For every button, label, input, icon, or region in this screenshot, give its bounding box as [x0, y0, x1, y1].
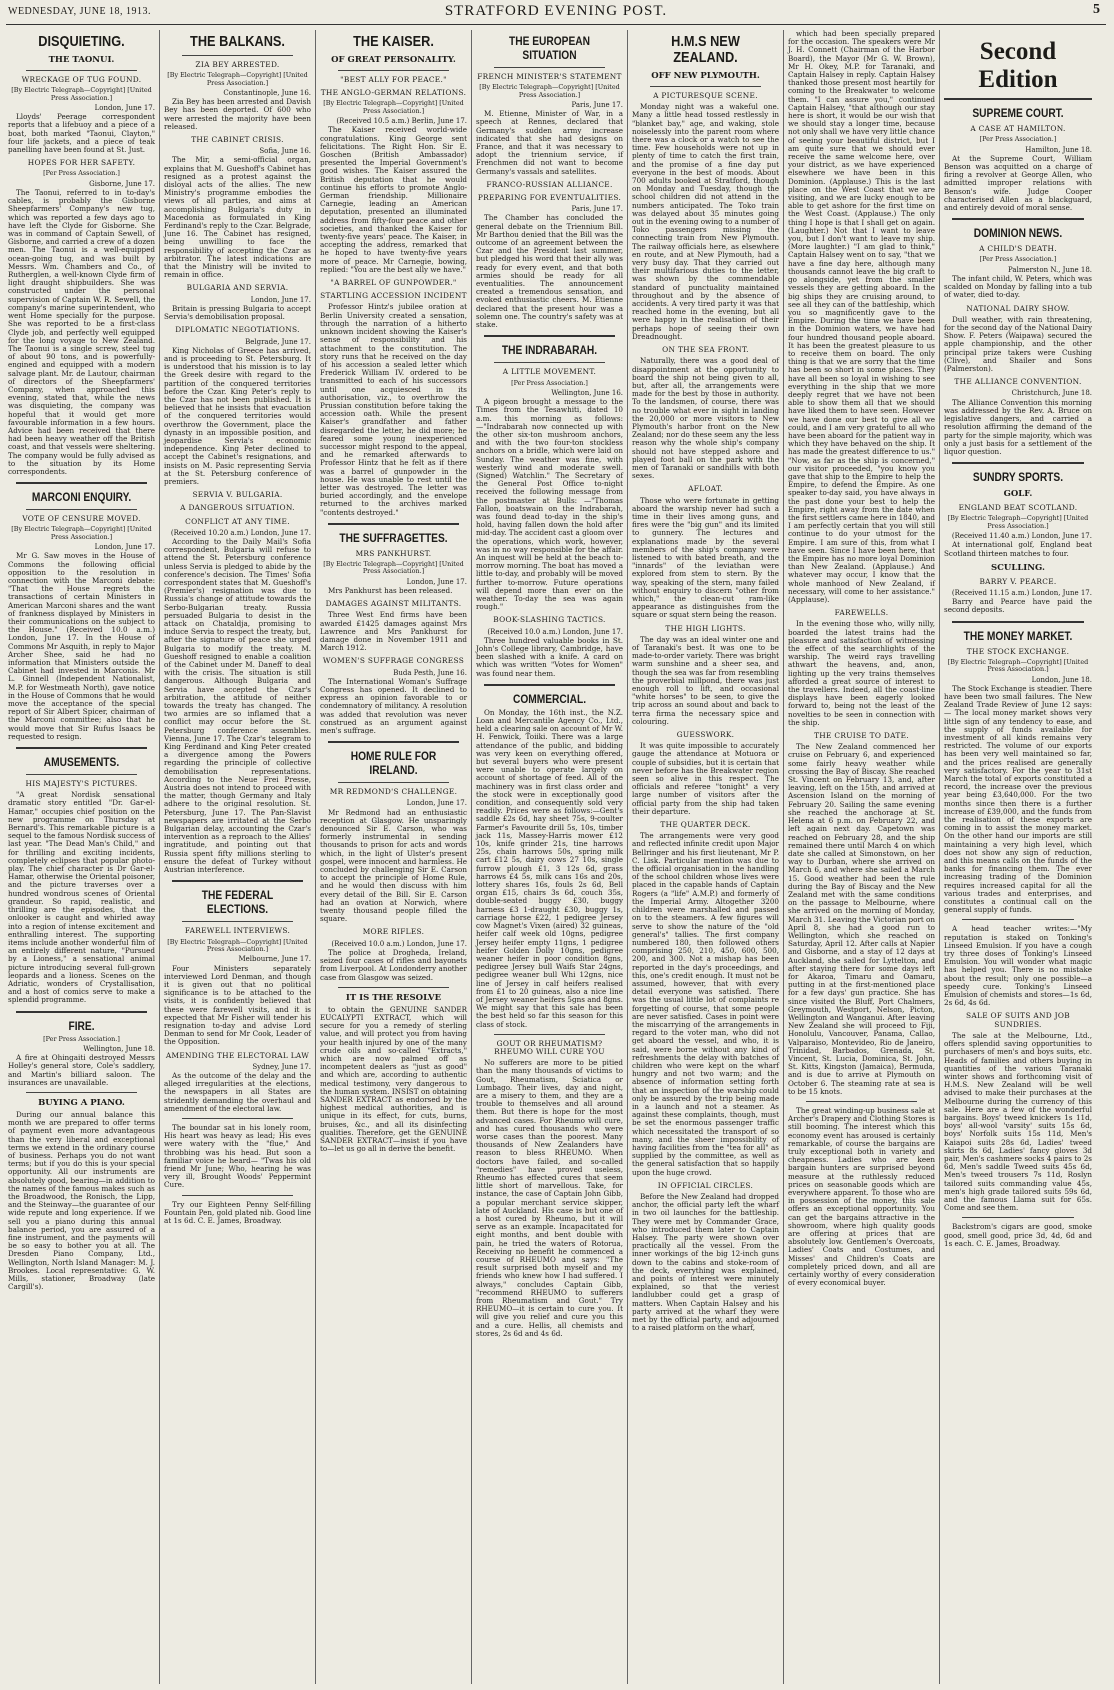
dateline: Constantinople, June 16. — [223, 89, 311, 98]
headline-federal-elections: THE FEDERAL ELECTIONS. — [201, 888, 274, 917]
article-text: The Kaiser received world-wide congratulations. King George sent felicitations. The Right Hon. Sir E. Goschen (British Ambassador) presented the Imperial Government's good wishes. The Kaiser assured the British deputation that he would continue his efforts to promote Anglo-German friendship. Millionaire Carnegie, leading an American deputation, presented an illuminated address from fifty-four peace and other societies, and thanked the Kaiser for twenty-five years' peace. The Kaiser, in accepting the address, remarked that he hoped to have twenty-five years more of peace. Mr Carnegie, bowing, replied: "You are the best ally we have." — [320, 125, 467, 274]
dateline: Melbourne, June 17. — [238, 955, 311, 964]
subhead-guesswork: GUESSWORK. — [676, 730, 735, 740]
article-text: M. Etienne, Minister of War, in a speech at Rennes, declared that Germany's sudden army increase indicated that she had designs on France, and that it was necessary to adopt the triennium service, if Frenchmen did not want to become Germany's vassals and satellites. — [476, 109, 623, 176]
newspaper-title: STRATFORD EVENING POST. — [444, 3, 668, 19]
subhead-bulgaria-servia: BULGARIA AND SERVIA. — [186, 283, 289, 293]
article-text: Three hundred valuable books in St. John's College library, Cambridge, have been slashed with a knife. A card on which was written "Votes for Women" was found near them. — [476, 635, 623, 678]
dateline: London, June 17. — [94, 543, 155, 552]
article-text: Dull weather, with rain threatening, for the second day of the National Dairy Show. F. Peters (Waipawa) secured the apple championship, and the other principal prize takers were Cushing (Clive), and Shailer and Sons (Palmerston). — [944, 314, 1092, 374]
dateline: London, June 17. — [94, 104, 155, 113]
column-5 — [628, 30, 784, 1684]
article-text: Four Ministers separately interviewed Lord Denman, and though it is given out that no political significance is to be attached to the visits, it is confidently believed that these were farewell visits, and it is expected that Mr Fisher will tender his resignation to-day and advise Lord Denman to send for Mr Cook, Leader of the Opposition. — [164, 963, 311, 1047]
edition-banner: Second Edition — [944, 38, 1092, 100]
dateline: (Received 10.20 a.m.) London, June 17. — [170, 528, 311, 537]
subhead-resolve: IT IS THE RESOLVE — [345, 992, 442, 1003]
subhead-high-lights: THE HIGH LIGHTS. — [665, 623, 746, 633]
subhead-french-minister: FRENCH MINISTER'S STATEMENT — [477, 72, 622, 81]
article-text: According to the Daily Mail's Sofia correspondent, Bulgaria will refuse to attend the St. Petersburg conference unless Servia is pledged to abide by the conference's decision. The Times' Sofia correspondent states that M. Gueshoff's (Premier's) resignation was due to Russia's change of attitude towards the Serbo-Bulgarian treaty. Russia persuaded Bulgaria to desist in the attack on Chataldja, promising to induce Servia to respect the treaty, but, after the signature of peace she urged Bulgaria to modify the treaty. M. Gueshoff resigned to enable a coalition of the Cabinet under M. Daneff to deal with the crisis. The situation is still dangerous. Although Bulgaria and Servia have accepted the Czar's arbitration, the attitude of neither towards the treaty has changed. The two armies are so inflamed that a conflict may occur before the St. Petersburg conference assembles. Vienna, June 17. The Czar's telegram to King Ferdinand and King Peter created a divergence among the Powers regarding the principle of collective demobilisation representations. According to the Neue Frei Presse, Austria does not intend to proceed with the matter, though Germany and Italy adhere to the original resolution. St. Petersburg, June 17. The Pan-Slavist newspapers are irritated at the Serbo Bulgarian delay, accounting the Czar's intervention as a reproach to the Allies' ingratitude, and pointing out that Russia spent fifty millions sterling to ensure the defeat of Turkey without Austrian interference. — [164, 536, 311, 875]
article-text: It was quite impossible to accurately gauge the attendance at Motuora or couple of subsidies, but it is certain that never before has the Breakwater region seen so alive in this respect. The officials and referee "tonight" a very large number of visitors after the official party from the ship had taken their departure. — [632, 741, 779, 816]
dateline: (Received 10.0 a.m.) London, June 17. — [331, 939, 467, 948]
source-line: [By Electric Telegraph—Copyright] [United Press Association.] — [947, 514, 1089, 530]
article-text: At the Supreme Court, William Benson was acquitted on a charge of firing a revolver at George Allen, who admitted improper relations with Benson's wife. Judge Cooper characterised Allen as a blackguard, and entirely devoid of moral sense. — [944, 153, 1092, 213]
column-2 — [160, 30, 316, 1684]
columns — [4, 30, 1110, 1684]
subhead-golf: GOLF. — [1003, 489, 1033, 500]
subhead-new-plymouth: OFF NEW PLYMOUTH. — [651, 71, 760, 81]
subhead-gunpowder: "A BARREL OF GUNPOWDER." — [330, 278, 457, 288]
advert-text: Backstrom's cigars are good, smoke good, smell good, price 3d, 4d, 6d and 1s each. C. E. James, Broadway. — [944, 1222, 1092, 1248]
article-text: King Nicholas of Greece has arrived, and is proceeding to St. Petersburg. It is understood that his mission is to lay the Greek desire with regard to the partition of the conquered territories before the Czar. King Peter's reply to the Czar has not been published. It is believed that he insists that evacuation of the conquered territories would overthrow the Government, place the dynasty in an impossible position, and jeopardise Servia's economic independence. King Peter declined to accept the Cabinet's resignations, and insists on M. Pasic representing Servia at the St. Petersburg conference of premiers. — [164, 345, 311, 486]
issue-date: WEDNESDAY, JUNE 18, 1913. — [8, 6, 152, 17]
subhead-rheumo: GOUT OR RHEUMATISM? RHEUMO WILL CURE YOU — [494, 1038, 605, 1056]
column-1 — [4, 30, 160, 1684]
subhead-dangerous: A DANGEROUS SITUATION. — [180, 503, 295, 513]
article-text: Naturally, there was a good deal of disappointment at the opportunity to board the ship not being given to all, but, after all, the arrangements were made for the best by those in authority. To the landsmen, of course, there was no trouble what ever in sight in landing the 20,000 or more visitors to New Plymouth's harbor front on the New Zealand; nor do these seem any the less reason why the whole ship's company should not have stepped ashore and played foot ball on the park with the men of Taranaki or sandhills with both sexes. — [632, 356, 779, 481]
subhead-quarter-deck: THE QUARTER DECK. — [660, 820, 751, 830]
article-text: Before the New Zealand had dropped anchor, the official party left the wharf in two oil launches for the battleship. They were met by Commander Grace, who introduced them later to Captain Halsey. The party were shown over practically all the vessel. From the inner workings of the big 12-inch guns down to the cabins and stoke-room of the deck, everything was explained, and points of interest were minutely explained, so that the veriest landlubber could get a grasp of matters. When Captain Halsey and his party arrived at the wharf they were met by the official party, and adjourned to a raised platform on the wharf, — [632, 1192, 779, 1333]
dateline: Paris, June 17. — [571, 205, 623, 214]
source-line: [By Electric Telegraph—Copyright] [United Press Association.] — [11, 525, 152, 541]
source-line: [Per Press Association.] — [979, 255, 1057, 264]
dateline: London, June 17. — [406, 577, 467, 586]
subhead-taonui: THE TAONUI. — [48, 55, 115, 65]
source-line: [By Electric Telegraph—Copyright] [United Press Association.] — [479, 83, 620, 99]
headline-marconi: MARCONI ENQUIRY. — [31, 490, 132, 505]
dateline: Paris, June 17. — [571, 101, 623, 110]
article-text: The Mir, a semi-official organ, explains that M. Gueshoff's Cabinet has resigned as a protest against the disloyal acts of the allies. The new Ministry's programme embodies the views of all parties, and aims at accomplishing Bulgaria's duty in Macedonia as formulated in King Ferdinand's reply to the Czar. Belgrade, June 16. The Cabinet has resigned, being unwilling to face the responsibility of accepting the Czar as arbitrator. The latest indications are that the Ministry will be invited to remain in office. — [164, 155, 311, 280]
dateline: London, June 17. — [406, 799, 467, 808]
subhead-damages: DAMAGES AGAINST MILITANTS. — [325, 599, 462, 609]
subhead-anglo-german: THE ANGLO-GERMAN RELATIONS. — [320, 88, 467, 98]
subhead-redmond: MR REDMOND'S CHALLENGE. — [329, 787, 458, 797]
dateline: London, June 17. — [250, 295, 311, 304]
article-text: The New Zealand commenced her cruise on February 6, and experienced some fairly heavy weather while crossing the Bay of Biscay. She reached St. Vincent on February 13, and, after leaving, left on the 15th, and arrived at Ascension Island on the morning of February 20. Sailing the same evening she reached the anchorage at St. Helena at 6 p.m. on February 22, and left again next day. Capetown was reached on February 28, and the ship remained there until March 4 on which date she called at Simonstown, on her way to Durban, where she arrived on March 6, and where she sailed a March 15. Good weather had been the rule during the Bay of Biscay and the New Zealand met with the same conditions on the passage to Melbourne, where she arrived on the morning of Monday, March 31. Leaving the Victorian port on April 8, she had a good run to Wellington, which she reached on Saturday, April 12. After calls at Napier and Gisborne, and a stay of 12 days at Auckland, she sailed for Lyttelton, and after staying there for some days left for Akaroa, Timaru and Oamaru, putting in at the first-mentioned place for a few days' gun practice. She has since visited the Bluff, Port Chalmers, Greymouth, Westport, Nelson, Picton, Wellington and Wanganui. After leaving New Zealand she will proceed to Fiji, Honolulu, Vancouver, Panama, Callao, Valparaiso, Montevideo, Rio de Janeiro, Trinidad, Barbados, Grenada, St. Vincent, St. Lucia, Dominica, St. John, St. Kitts, Kingston (Jamaica), Bermuda, and is due to arrive at Plymouth on October 6. The steaming rate at sea is to be 15 knots. — [788, 742, 936, 1096]
subhead-servia-v-bulgaria: SERVIA V. BULGARIA. — [192, 490, 283, 500]
subhead-piano: BUYING A PIANO. — [38, 1097, 125, 1108]
dateline: Palmerston N., June 18. — [1008, 265, 1092, 274]
advert-text: Try our Eighteen Penny Self-filling Fountain Pen, gold plated nib. Good line at 1s 6d. C. E. James, Broadway. — [164, 1199, 311, 1225]
dateline: Christchurch, June 18. — [1011, 389, 1092, 398]
headline-amusements: AMUSEMENTS. — [43, 755, 120, 770]
article-text: Zia Bey has been arrested and Davish Bey has been deported. Of 600 who were arrested the majority have been released. — [164, 97, 311, 131]
column-4 — [472, 30, 628, 1684]
subhead-best-ally: "BEST ALLY FOR PEACE." — [340, 75, 447, 84]
headline-fire: FIRE. — [68, 1018, 95, 1033]
subhead-dairy-show: NATIONAL DAIRY SHOW. — [966, 303, 1070, 313]
source-line: [By Electric Telegraph—Copyright] [United Press Association.] — [323, 99, 464, 115]
dateline: Gisborne, June 17. — [89, 179, 155, 188]
dateline: Buda Pesth, June 16. — [393, 668, 467, 677]
subhead-little-movement: A LITTLE MOVEMENT. — [502, 367, 597, 377]
article-text: which had been specially prepared for the occasion. The speakers were Mr J. H. Connett (Chairman of the Harbor Board), the Mayor (Mr G. W. Brown), Mr H. Okey, M.P. for Taranaki, and Captain Halsey in reply. Captain Halsey thanked those present most heartily for coming to the Breakwater to welcome them. "I can assure you," continued Captain Halsey, "that although our stay here is short, it would be our wish that we should stay a longer time, because not only shall we have very little chance of seeing your beautiful district, but I am quite sure that we should ever receive the same welcome here, over your district, as we have experienced elsewhere we have been in this Dominion. (Applause.) This is the last place on the West Coast that we are visiting, and we are lucky enough to be able to get ashore for the first time on the West Coast. (Applause.) The only thing I hope is that I shall get on again. (Laughter.) Not that I want to leave you, but I don't want to leave my ship. (More laughter.) "I am glad to think," Captain Halsey went on to say, "that we have a fine day here, although many thousands cannot leave the big craft to go alongside, yet from the smaller vessels they are getting aboard. In the big ships they are cruising around, to see all they can of the battleship, which you so magnificently gave to the Empire. During the time we have been in the Dominion waters, we have had four hundred thousand people aboard. It has been the greatest pleasure to us to receive them on board. The only thing is that we are sorry that the time has been so short in some places. They have all been so loyal in wishing to see everything in the ship that we more deeply regret that we have not been able to show them all that we should have liked them to have seen. However we have done our best to give all we could, and I am very grateful to all who have been aboard for the patient way in which they have behaved on the ship. It has made the greatest difference to us." "Now, as far as the ship is concerned," our visitor proceeded, "you know you gave that ship to the Empire to help the Empire, to defend the Empire. As one speaker to-day said, you have always in the past done your best to help the Empire, right away from the date when the first settlers came here in 1840, and I am perfectly certain that you will still continue to do your utmost for the Empire. I am sure of this, from what I have seen. Since I have been here, that the Empire has no more loyal Dominion than New Zealand. (Applause.) And whatever may occur, I know that the whole manhood of New Zealand, if necessary, will come to her assistance." (Applause). — [788, 30, 935, 605]
subhead-sculling: SCULLING. — [991, 562, 1045, 573]
headline-kaiser: THE KAISER. — [353, 33, 434, 50]
subhead-eventualities: PREPARING FOR EVENTUALITIES. — [477, 193, 622, 203]
advert-text: to obtain the GENUINE SANDER EUCALYPTI EXTRACT, which will secure for you a remedy of sterling value, and will protect you from having your health injured by one of the many crude oils and so-called "Extracts," which are now palmed off as incompetent dealers as "just as good" and which are, according to authentic medical testimony, very dangerous to the human system. INSIST on obtaining SANDER EXTRACT as endorsed by the highest medical authorities, and is unique in its effect, for cuts, burns, bruises, &c., and all its disinfecting qualities. Therefore, get the GENUINE SANDER EXTRACT—insist if you have to—let us go all in derive the benefit. — [320, 1004, 467, 1154]
column-7 — [940, 30, 1096, 1684]
subhead-wreckage: WRECKAGE OF TUG FOUND. — [21, 75, 142, 84]
article-text: The arrangements were very good and reflected infinite credit upon Major Bellringer and his first lieutenant, Mr P. C. Lisk. Particular mention was due to the official organisation in the handling of the school children whose lives were placed in the capable hands of Captain Rogers (a "life" A.M.P.) and formerly of the Imperial Army. Altogether 3200 children were marshalled and passed on to the steamers. A few figures will serve to show the nature of the "old general's" tallies. The first company numbered 180, then followed others comprising 250, 210, 450, 600, 500, 200, and 300. Not a mishap has been reported in the day's proceedings, and this, one's credit enough. It must not be assumed, however, that with every detail everyone was satisfied. There was the usual little lot of complaints re forgetting of course, that some people are never satisfied. Cases in point were the miscarrying of the arrangements in regard to the voter man, who did not get aboard the vessel, and who, it is said, were borne without any kind of refreshments the delay with batches of children who were kept on the wharf hungry and not two warm; and the absence of information setting forth that an inspection of the warship could only be assured by the trip being made in a launch and not a steamer. As against these complaints, though, must be set the enormous passenger traffic which necessitated the transport of so many, and the sheer impossibility of having facilities from the "tea for all" as supplied by the committee, as well as the general satisfaction that so happily upon the huge crowd. — [632, 831, 779, 1177]
advert-text: No sufferers are more to be pitied than the many thousands of victims to Gout, Rheumatism, Sciatica or Lumbago. Their lives, day and night, are a misery to them, and they are a trouble to themselves and all around them. But there is hope for the most advanced cases. For Rheumo will cure, and has cured thousands who were worse cases than the poorest. Many thousands of New Zealanders have reason to bless RHEUMO. When doctors have failed, and so-called "remedies" have proved useless, Rheumo has effected cures that seem little short of marvellous. Take, for instance, the case of Captain John Gibb, a popular merchant service skipper, late of Auckland. His case is but one of a host cured by Rheumo, but it will serve as an example. Incapacitated for eight months, and bent double with pain, he tried the waters of Rotorua, Receiving no benefit he commenced a course of RHEUMO and says: "The result surprised both myself and my friends who knew how I had suffered. I always," concludes Captain Gibb, "recommend RHEUMO to sufferers from Rheumatism and Gout." Try RHEUMO—it is certain to cure you. It will give you relief and cure you this and a cure. Hellis, all chemists and stores, 2s 6d and 4s 6d. — [476, 1058, 623, 1338]
article-text: The police at Drogheda, Ireland, seized four cases of rifles and bayonets from Liverpool. At Londonderry another case from Glasgow was seized. — [320, 947, 467, 982]
dateline: London, June 18. — [1031, 675, 1092, 684]
subhead-pankhurst: MRS PANKHURST. — [355, 548, 432, 558]
headline-home-rule: HOME RULE FOR IRELAND. — [350, 749, 437, 778]
article-text: Mrs Pankhurst has been released. — [328, 585, 453, 595]
article-text: Monday night was a wakeful one. Many a little head tossed restlessly in "blanket bay," age, and waking, stole noiselessly into the parent room where there was a clock or a watch to see the time. Few households were not up in plenty of time to catch the first train, and the promise of a fine day put everyone in the best of moods. About 700 adults booked at Stratford, though on Monday and Tuesday, though the school children did not attend in the numbers anticipated. The Toko train was delayed about 35 minutes going out in the evening owing to a number of Toko passengers missing the connecting train from New Plymouth. The railway officials here, as elsewhere en route, and at New Plymouth, had a very busy day. That they carried out their multifarious duties to the letter, was shown by the commendable standard of punctuality maintained throughout and by the absence of accidents. A very tired party it was that reached home in the evening, but all were happy in the realisation of their perhaps hope of seeing their own Dreadnought. — [632, 102, 779, 341]
subhead-censure: VOTE OF CENSURE MOVED. — [22, 514, 141, 524]
article-text: A pigeon brought a message to the Times from the Tesawhiti, dated 10 a.m. this morning as follows:—"Indrabarah now connected up with the other six-ton mushroom anchors, and with the two four-ton stockless anchors on a bridle, which were laid on Sunday. The weather was fine, with westerly wind and moderate swell. (Signed) Watchlin." The Secretary of the General Post Office to-night received the following message from the postmaster at Bulls: —"Thomas Fallon, boatswain on the Indrabarah, was found dead to-day in the ship's hold, having fallen down the hold after mid-day. The accident cast a gloom over the operations, which work, however, was in no way responsible for the affair. An inquest will be held at the beach to-morrow morning. The boat has moved a little to-day, and probably will be moved further to-morrow. Future operations will depend more than ever on the weather. To-day the sea was again rough." — [476, 397, 623, 612]
dateline: Wellington, June 16. — [551, 388, 623, 397]
subhead-farewell-interviews: FAREWELL INTERVIEWS. — [184, 926, 291, 936]
article-text: The day was an ideal winter one and of Taranaki's best. It was one to be made-to-order variety. There was bright warm sunshine and a sheer sea, and though the sea was far from resembling the proverbial millpond, there was just enough roll to lift, and occasional "white horses" to be seen, to give the trip across an sound about and back to terra firma the necessary spice and colouring. — [632, 634, 779, 726]
article-text: The Stock Exchange is steadier. There have been two small failures. The New Zealand Trade Review of June 12 says:— The local money market shows very little sign of any tendency to ease, and the supply of funds available for investment of all kinds remains very restricted. The volume of our exports has been very well maintained so far, and the prices realised are generally very satisfactory. For the year to 31st March the total of exports constituted a record, the increase over the previous year being £3,640,000. For the two months since then there is a further increase of £39,000, and the funds from the realisation of these exports are coming in to assist the money market. On the other hand our imports are still maintaining a very high level, which does not show any sign of reduction, and this means calls on the funds of the banks for financing them. The ever increasing trading of the Dominion requires increased capital for all the various trades and enterprises, and constitutes a continual call on the general supply of funds. — [944, 683, 1092, 915]
dateline: Belgrade, June 17. — [245, 337, 311, 346]
article-text: Those who were fortunate in getting aboard the warship never had such a time in their lives among guns, and fires were the "big gun" and its limited to gunnery. The lectures and explanations made by the several members of the ship's company were listened to with bated breath, and the "innards" of the leviathan were explored from stem to stern. By the way, speaking of the stern, many failed without enquiry to discern "other from which," the clean-cut ram-like appearance as distinguishes from the square or squat stern being the reason. — [632, 495, 779, 620]
subhead-picturesque: A PICTURESQUE SCENE. — [653, 91, 758, 100]
subhead-franco-russian: FRANCO-RUSSIAN ALLIANCE. — [486, 179, 613, 189]
subhead-negotiations: DIPLOMATIC NEGOTIATIONS. — [175, 325, 300, 335]
dateline: (Received 11.15 a.m.) London, June 17. — [951, 588, 1092, 597]
subhead-congress: WOMEN'S SUFFRAGE CONGRESS — [322, 656, 465, 666]
advert-text: The sale at the Melbourne, Ltd., offers splendid saving opportunities to purchasers of men's and boys suits, etc. Heads of families and others buying in quantities of the various Taranaki winter shows and forthcoming visit of H.M.S. New Zealand will be well advised to make their purchases at the Melbourne during the currency of this sale. Here are a few of the wonderful bargains. Boys' tweed knickers 1s 11d, boys' all-wool 'varsity' suits 15s 6d, boys' Norfolk suits 15s 11d, Men's Kaiapoi suits 28s 6d, Ladies' tweed skirts 8s 6d, Ladies' fancy gloves 3d pair, Men's cashmere socks 4 pairs to 2s 6d, Men's saddle Tweed suits 45s 6d, Men's tweed trousers 7s 11d, Roslyn tailored suits commanding value 45s, men's high grade tailored suits 59s 6d, and the famous Llama suit for 65s. Come and see them. — [944, 1030, 1092, 1213]
article-text: On Monday, the 16th inst., the N.Z. Loan and Mercantile Agency Co., Ltd., held a clearing sale on account of Mr W. H. Fenwick, Toiiki. There was a large attendance of the public, and bidding was very keen on everything offered, but several buyers who were present were unable to operate largely on account of shortage of feed. All of the machinery was in first class order and the stock were in exceptionally good condition, and consequently sold very readily. Prices were as follows:—Gent's saddle £2s 6d, hay sheet 75s, 9-coulter Farmer's Favourite drill 5s, 10s, timber jack 11s, Massey-Harris mower £12 10s, knife grinder 21s, tine harrows 25s, chain harrows 50s, spring milk cart £12 5s, dairy cows 27 10s, single furrow plough £1, 3 12s 6d, grass harrows £4 5s, milk cans 16s and 20s, lottery shares 16s, fouls 2s 6d, Bell organ £15, chairs 3s 6d, couch 35s, double-seated buggy £30, buggy harness £3 1-draught £30, buggy 1s, carriage horse £22, 1 pedigree Jersey cow Magnet's Vixen (aired) 32 guineas, heifer calf week old 10gns, pedigree Jersey heifer empty 11gns, 1 pedigree heifer Golden Dolly 10gns, pedigree weaner heifer in poor condition 8gns, pedigree Jersey bull Waifs Star 24gns, pedigree weaner bull Whi 12gns, nice line of Jersey in calf heifers realised from £1 to 20 guineas, also a nice line of Jersey weaner heifers 5gns and 8gns. We might say that this sale has been the best held so far this season for this class of stock. — [476, 707, 623, 1029]
article-text: In the evening those who, willy nilly, boarded the latest trains had the pleasure and satisfaction of witnessing the effect of the searchlights of the warship. The weird rays travelling athwart the heavens, and, anon, lighting up the very trains themselves afforded a great source of interest to the travellers. Indeed, all the coast-line displays have been eagerly looked forward to, being not the least of the novelties to be seen in connection with the ship. — [788, 619, 935, 727]
subhead-sale-suits: SALE OF SUITS AND JOB SUNDRIES. — [966, 1011, 1070, 1029]
headline-dominion-news: DOMINION NEWS. — [973, 226, 1063, 241]
article-text: Barry and Pearce have paid the second deposits. — [944, 597, 1092, 615]
source-line: [By Electric Telegraph—Copyright] [United Press Association.] — [323, 559, 464, 576]
subhead-england-scotland: ENGLAND BEAT SCOTLAND. — [958, 503, 1078, 513]
source-line: [By Electric Telegraph—Copyright] [United Press Association.] — [947, 657, 1089, 674]
headline-suffragettes: THE SUFFRAGETTES. — [339, 530, 448, 545]
subhead-conflict: CONFLICT AT ANY TIME. — [185, 516, 290, 526]
article-text: Professor Hintz's jubilee oration at Berlin University created a sensation, through the narration of a hitherto unknown incident showing the Kaiser's sense of responsibility and his attachment to the constitution. The story runs that he received on the day of his accession a sealed letter which Frederick William IV. ordered to be transmitted to each of his successors until one acquiesced in its authorisation, viz., to overthrow the Prussian constitution before taking the accession oath. While the present Kaiser's grandfather and father disregarded the letter, he did more; he feared some young inexperienced successor might respond to the appeal, and he remarked afterwards to Professor Hintz that he felt as if there was a barrel of gunpowder in the house. He was unable to rest until the letter was destroyed. The letter was buried accordingly, and the envelope returned to the archives marked "contents destroyed." — [320, 302, 467, 517]
headline-money-market: THE MONEY MARKET. — [963, 628, 1073, 643]
headline-balkans: THE BALKANS. — [190, 33, 285, 50]
subhead-book-slashing: BOOK-SLASHING TACTICS. — [493, 615, 606, 625]
subhead-hopes: HOPES FOR HER SAFETY. — [27, 158, 136, 168]
article-text: The infant child, W. Peters, which was scalded on Monday by falling into a tub of water, died to-day. — [944, 274, 1092, 300]
article-text: During our annual balance this month we are prepared to offer terms of payment even more advantageous than the very liberal and exceptional terms we extend in the ordinary course of business. Perhaps you do not want terms; but if you do this is your special opportunity. All our instruments are absolutely good, bearing—in addition to the names of the famous makes such as the Broadwood, the Ronisch, the Lipp, and the Steinway—the guarantee of our wide repute and long experience. If we sell you a piano during this annual balance period, you are assured of a fine instrument, and the payments will be so easy to bother you at all. The Dresden Piano Company, Ltd., Wellington, North Island Manager: M. J. Brookes. Local representative: G. W. Mills, stationer, Broadway (late Cargill's). — [8, 1109, 155, 1292]
column-6 — [784, 30, 940, 1684]
article-text: The International Woman's Suffrage Congress has opened. It declined to express an opinion favorable to or condemnatory of militancy. A resolution was added that revolution was never construed as an argument against men's suffrage. — [320, 676, 467, 736]
headline-hms-new-zealand: H.M.S NEW ZEALAND. — [671, 33, 740, 66]
source-line: [Per Press Association.] — [43, 169, 120, 178]
headline-indrabarah: THE INDRABARAH. — [501, 343, 598, 358]
article-text: The Chamber has concluded the general debate on the Triennium Bill. Mr Barthou denied that the Bill was the outcome of an agreement between the Czar and the President last summer, but pledged his word that their ally was ready for every event, and that both armies should be ready for all eventualities. The announcement created a tremendous sensation, and evoked enthusiastic cheers. M. Etienne declared that the present hour was a solemn one. The country's safety was at stake. — [476, 213, 623, 330]
advert-text: The great winding-up business sale at Archer's Drapery and Clothing Stores is still booming. The interest which this economy event has aroused is certainly remarkable, of course the bargains are truly exceptional both in variety and cheapness. Ladies who are keen bargain hunters are surprised beyond measure at the ruthlessly reduced prices on seasonable goods which are everywhere apparent. To those who are in possession of the money, this sale offers an exceptional opportunity. You can get the bargains attractive in the showroom, where high quality goods are offering at prices that are absolutely low. Gentlemen's Overcoats, Ladies' Coats and Costumes, and Misses' and Children's Coats are completely priced down, and all are certainly worthy of every consideration of every economical buyer. — [788, 1106, 935, 1288]
source-line: [By Electric Telegraph—Copyright] [United Press Association.] — [167, 71, 308, 87]
subhead-official-circles: IN OFFICIAL CIRCLES. — [657, 1180, 754, 1190]
source-line: [By Electric Telegraph—Copyright] [United Press Association.] — [167, 937, 308, 953]
page-number: 5 — [1093, 2, 1100, 17]
article-text: As the outcome of the delay and the alleged irregularities at the elections, the newspapers in all States are stridently demanding the overhaul and amendment of the electoral law. — [164, 1070, 311, 1113]
masthead — [6, 2, 1106, 25]
subhead-electoral-law: AMENDING THE ELECTORAL LAW — [165, 1050, 310, 1060]
subhead-pictures: HIS MAJESTY'S PICTURES. — [25, 779, 138, 789]
article-text: Britain is pressing Bulgaria to accept Servia's demobilisation proposal. — [164, 303, 311, 322]
subhead-personality: OF GREAT PERSONALITY. — [331, 55, 456, 65]
subhead-afloat: AFLOAT. — [688, 484, 723, 494]
article-text: Lloyds' Peerage correspondent reports that a lifebuoy and a piece of a boat, both marked "Taonui, Clayton," four life jackets, and a piece of teak panelling have been found at St. Just. — [8, 112, 155, 155]
dateline: Hamilton, June 18. — [1025, 145, 1092, 154]
source-line: [Per Press Association.] — [511, 378, 588, 387]
article-text: Mr Redmond had an enthusiastic reception at Glasgow. He unsparingly denounced Sir E. Carson, who was formerly instrumental in sending thousands to prison for acts and words which, in the light of Ulster's present gospel, were innocent and harmless. He concluded by challenging Sir E. Carson to accept the principle of Home Rule, and he would then discuss with him every detail of the Bill. Sir E. Carson had an ovation at Norwich, where twenty thousand people filled the square. — [320, 807, 467, 924]
subhead-cruise: THE CRUISE TO DATE. — [814, 731, 909, 741]
dateline: (Received 10.5 a.m.) Berlin, June 17. — [336, 117, 467, 126]
headline-supreme-court: SUPREME COURT. — [972, 106, 1064, 120]
headline-european-situation: THE EUROPEAN SITUATION — [508, 34, 591, 62]
subhead-zia-bey: ZIA BEY ARRESTED. — [195, 60, 280, 69]
advert-text: A head teacher writes:—"My reputation is staked on Tonking's Linseed Emulsion. If you have a cough try three doses of Tonking's Linseed Emulsion. You will wonder what magic has helped you. There is no mistake about the result; only one possible—a speedy cure. Tonking's Linseed Emulsion of chemists and stores—1s 6d, 2s 6d, 4s 6d. — [944, 924, 1092, 1008]
column-3 — [316, 30, 472, 1684]
source-line: [By Electric Telegraph—Copyright] [United Press Association.] — [11, 86, 152, 102]
headline-sundry-sports: SUNDRY SPORTS. — [972, 470, 1064, 485]
subhead-hamilton: A CASE AT HAMILTON. — [970, 124, 1066, 133]
subhead-rifles: MORE RIFLES. — [362, 927, 425, 937]
dateline: (Received 10.0 a.m.) London, June 17. — [487, 627, 623, 636]
article-text: A fire at Ohingaiti destroyed Messrs Holley's general store, Cole's saddlery, and Martin's billiard saloon. The insurances are unavailable. — [8, 1053, 155, 1087]
subhead-cabinet-crisis: THE CABINET CRISIS. — [191, 135, 284, 145]
article-text: At international golf, England beat Scotland thirteen matches to four. — [944, 540, 1092, 558]
subhead-sea-front: ON THE SEA FRONT. — [662, 345, 749, 355]
article-text: The Alliance Convention this morning was addressed by the Rev. A. Bruce on legislative dangers, and carried a resolution affirming the demand of the party for the simple majority, which was only a just basis for a settlement of the liquor question. — [944, 397, 1092, 456]
subhead-barry-pearce: BARRY V. PEARCE. — [979, 576, 1057, 586]
article-text: "A great Nordisk sensational dramatic story entitled "Dr. Gar-el-Hamar," occupies chief position on the new programme on Thursday at Bernard's. This remarkable picture is a sequel to the famous Nordisk success of last year. "The Dead Man's Child," and for thrilling and exciting incidents, completely eclipses that popular photo-play. The chief character is Dr Gar-el-Hamar, otherwise the Oriental poisoner, and the picture traverses over a hundred wondrous scenes of Oriental grandeur. So rapid, realistic, and thrilling are the episodes, that the onlooker is caught and whirled away into a region of intense excitement and enthralling interest. The supporting items include another wonderful film of an entirely different nature, "Pursued by a Lioness," a sensational animal picture introducing several full-grown leopards and a lioness. Scenes on the Adriatic, wonders of Crystallisation, and a host of comics serve to make a splendid programme. — [8, 790, 155, 1005]
article-text: The Taonui, referred to in to-day's cables, is probably the Gisborne Sheepfarmers' Company's new tug, which was reported a few days ago to have left the Clyde for Gisborne. She was in command of Captain Sewell, of Gisborne, and carried a crew of a dozen men. The Taonui is a well-equipped ocean-going tug, and was built by Messrs. Wm. Chambers and Co., of Rutherglen, a well-known Clyde firm of light draught shipbuilders. She was constructed under the personal supervision of Captain W. R. Sewell, the company's marine superintendent, who went Home specially for the purpose. She was reported to be a first-class Clyde job, and perfectly well equipped for the long voyage to New Zealand. The Taonui is a single screw, steel tug of about 90 tons, and is powerfully-engined and equipped with a modern salvage plant. Mr. de Lautour, chairman of directors of the Sheepfarmers' Company, when approached this evening, stated that, while the news was disquieting, the company was hopeful that it would get more favourable information in a few hours. Advice had been received that there had been heavy weather off the British coast, and that vessels were sheltering. The company would be fully advised as to the situation by its Home correspondents. — [8, 188, 155, 476]
dateline: Wellington, June 18. — [83, 1044, 155, 1053]
dateline: (Received 11.40 a.m.) London, June 17. — [951, 532, 1092, 541]
subhead-alliance: THE ALLIANCE CONVENTION. — [954, 377, 1082, 387]
subhead-accession: STARTLING ACCESSION INCIDENT — [320, 291, 467, 301]
subhead-farewells: FAREWELLS. — [834, 608, 889, 618]
headline-commercial: COMMERCIAL. — [512, 691, 587, 706]
article-text: Three West End firms have been awarded £1425 damages against Mrs Lawrence and Mrs Pankhurst for damage done in November 1911 and March 1912. — [320, 610, 467, 653]
source-line: [Per Press Association.] — [43, 1034, 120, 1043]
headline-disquieting: DISQUIETING. — [38, 33, 125, 50]
source-line: [Per Press Association.] — [979, 135, 1057, 144]
article-text: Mr G. Saw moves in the House of Commons the following official opposition to the resolution in connection with the Marconi debate: "That the House regrets the transactions of certain Ministers in American Marconi shares and the want of frankness displayed by Ministers in their communications on the subject to the House." (Received 10.0 a.m.) London, June 17. In the House of Commons Mr Asquith, in reply to Major Archer Shee, said he had no information that Ministers outside the Cabinet had invested in Marconis. Mr L. Ginnell (Independent Nationalist, M.P. for Westmeath North), gave notice in the House of Commons that he would move the acceptance of the special report of Sir Albert Spicer, chairman of the Marconi committee; also that he would move that Sir Rufus Isaacs be requested to resign. — [8, 551, 155, 741]
subhead-stock-exchange: THE STOCK EXCHANGE. — [966, 646, 1070, 656]
dateline: Sofia, June 16. — [259, 147, 311, 156]
dateline: Sydney, June 17. — [252, 1062, 311, 1071]
advert-text: The boundar sat in his lonely room, His heart was heavy as lead; His eves were watery with the "flue," And throbbing was his head. But soon a familiar voice he heard— "Twas his old friend Mr June; Who, hearing he was very ill, Brought Woods' Peppermint Cure. — [164, 1122, 311, 1190]
subhead-child-death: A CHILD'S DEATH. — [979, 244, 1057, 254]
